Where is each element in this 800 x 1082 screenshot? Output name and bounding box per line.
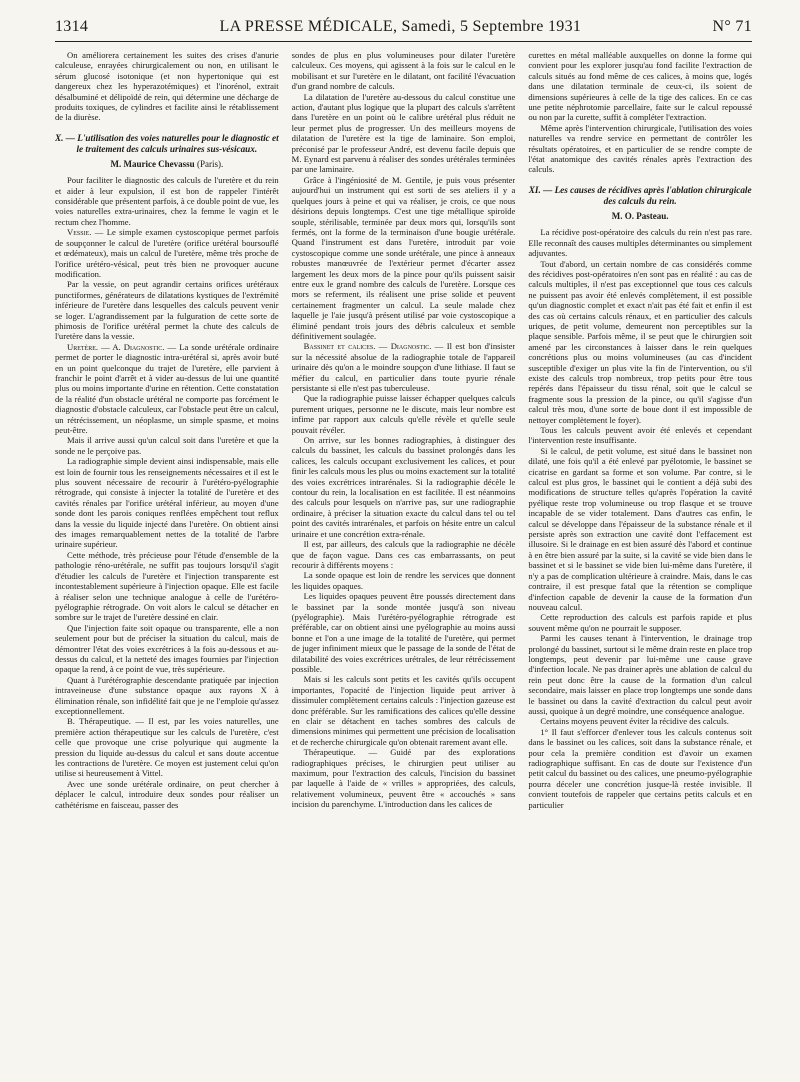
paragraph: Grâce à l'ingéniosité de M. Gentile, je puis vous présenter aujourd'hui un instrument qui est sorti de ses ateliers il y a quelques jours à peine et qui va réaliser, je crois, ce que nous désirions depuis longtemps. C'est une tige métallique spiroïde souple, stérilisable, terminée par deux mors qui, lorsqu'ils sont fermés, ont la forme de la terminaison d'une bougie urétérale. Quand l'instrument est dans l'uretère, introduit par voie cystoscopique comme une sonde urétérale, une pince à anneaux robustes manœuvrée de l'extérieur permet d'écarter assez largement les deux mors de la pince pour qu'ils puissent saisir entre eux le grand nombre des calculs de l'uretère. Lorsque ces mors se referment, ils réalisent une prise solide et peuvent certainement fragmenter un calcul. La seule malade chez laquelle je l'aie jusqu'à présent utilisé par voie cystoscopique a éliminé pendant trois jours des débris calculeux et semble définitivement soulagée. <box>291 174 516 341</box>
author-city: (Paris). <box>196 158 224 169</box>
paragraph: Cette méthode, très précieuse pour l'étude d'ensemble de la pathologie réno-urétérale, ne suffit pas toujours lorsqu'il s'agit d'étudier les calculs de l'uretère et l'injection transparente est incontestablement supérieure à l'injection opaque. Elle est facile à réaliser selon une technique analogue à celle de l'urétéro-pyélographie rétrograde. On voit alors le calcul se détacher en sombre sur le trajet de l'uretère dessiné en clair. <box>55 549 279 623</box>
paragraph: Cette reproduction des calculs est parfois rapide et plus souvent même qu'on ne pourrait le supposer. <box>528 612 753 633</box>
paragraph: curettes en métal malléable auxquelles on donne la forme qui convient pour les explorer jusqu'au fond facilite l'extraction de calculs situés au fond même de ces calices, à moins que, logés dans une dilatation terminale de ceux-ci, ils soient de dimensions supérieures à celle de la tige des calices. En ce cas une petite néphrotomie parcellaire, faite sur le calcul repoussé ou non par la curette, suffit à compléter l'extraction. <box>528 50 753 123</box>
paragraph: B. Thérapeutique. — Il est, par les voies naturelles, une première action thérapeutique sur les calculs de l'uretère, c'est celle que provoque une crise polyurique qui augmente la pression du liquide au-dessus du calcul et sans doute accentue les contractions de l'uretère. Ce moyen est justement celui qu'on utilise si heureusement à Vittel. <box>55 716 279 779</box>
paragraph: 1° Il faut s'efforcer d'enlever tous les calculs contenus soit dans le bassinet ou les calices, soit dans la substance rénale, et pour cela la première condition est d'avoir un examen radiographique suffisant. En cas de doute sur l'existence d'un petit calcul du bassinet ou des calices, une pneumo-pyélographie pourra déceler une concrétion jusque-là restée invisible. Il convient toutefois de rappeler que certains petits calculs et en particulier <box>528 726 753 810</box>
paragraph: Certains moyens peuvent éviter la récidive des calculs. <box>540 716 729 727</box>
paragraph: On améliorera certainement les suites des crises d'anurie calculeuse, enrayées chirurgicalement ou non, en utilisant le sérum glucosé isotonique (et non hypertonique qui est dangereux chez les hyperazotémiques) et l'inorénol, extrait désalbuminé et délipoïdé de rein, qui détermine une décharge de produits toxiques, de cylindres et facilite ainsi le rétablissement de la diurèse. <box>55 50 279 123</box>
paragraph: Les liquides opaques peuvent être poussés directement dans le bassinet par la sonde montée jusqu'à son niveau (pyélographie). Mais l'urétéro-pyélographie rétrograde est préférable, car on obtient ainsi une pyélographie au moins aussi bonne et l'on a une image de la totalité de l'uretère, qui permet de juger infiniment mieux que le passage de la sonde de l'état de dilatabilité des voies excrétrices urétrales, de leur rétrécissement possible. <box>291 591 516 674</box>
paragraph-lead: Vessie. <box>67 227 92 238</box>
paragraph: sondes de plus en plus volumineuses pour dilater l'uretère calculeux. Ces moyens, qui agissent à la fois sur le calcul en le mobilisant et sur l'uretère en le dilatant, ont facilité l'évacuation d'un grand nombre de calculs. <box>291 50 516 92</box>
paragraph: Uretère. — A. Diagnostic. — La sonde urétérale ordinaire permet de porter le diagnostic intra-urétéral si, après avoir buté en un point quelconque du trajet de l'uretère, elle parvient à franchir le point d'arrêt et à vider au-dessus de lui une quantité plus ou moins importante d'urine en rétention. Cette constatation de la réalité d'un obstacle urétéral ne comporte pas forcément le diagnostic d'obstacle calculeux, car l'obstacle peut être un calcul, un rétrécissement, un néoplasme, un simple spasme, et moins peut-être. <box>55 341 279 435</box>
paragraph: Mais il arrive aussi qu'un calcul soit dans l'uretère et que la sonde ne le perçoive pas. <box>55 435 279 456</box>
paragraph: Que la radiographie puisse laisser échapper quelques calculs purement uriques, personne ne le discute, mais leur nombre est infime par rapport aux calculs qu'elle révèle et qu'elle seule pouvait révéler. <box>291 393 516 435</box>
page-header <box>55 18 752 40</box>
column-3 <box>528 50 752 1075</box>
paragraph: Avec une sonde urétérale ordinaire, on peut chercher à déplacer le calcul, introduire deux sondes pour réaliser un cathétérisme en faisceau, passer des <box>55 778 279 810</box>
paragraph: Tous les calculs peuvent avoir été enlevés et cependant l'intervention reste insuffisante. <box>528 425 753 446</box>
paragraph: Que l'injection faite soit opaque ou transparente, elle a non seulement pour but de préciser la situation du calcul, mais de démontrer l'état des voies excrétrices à la fois au-dessous et au-dessus du calcul, et la netteté des images fournies par l'injection opaque la rend, à ce point de vue, très supérieure. <box>55 622 279 675</box>
paragraph: On arrive, sur les bonnes radiographies, à distinguer des calculs du bassinet, les calculs du bassinet prolongés dans les calices, les calculs occupant exclusivement les calices, et pour finir les calculs mous les plus ou moins exactement sur la totalité des voies excrétrices intrarénales. Si la radiographie décèle le contour du rein, la localisation en est facilitée. Il est néanmoins des calculs pour lesquels on n'arrive pas, sur une radiographie ordinaire, à préciser la situation exacte du calcul dans tel ou tel point des cavités intrarénales, et parfois on hésite entre un calcul urinaire et une concrétion extra-rénale. <box>291 435 516 539</box>
paragraph: Tout d'abord, un certain nombre de cas considérés comme des récidives post-opératoires n'en sont pas en réalité : au cas de calculs multiples, il n'est pas exceptionnel que tous ces calculs ne puissent pas avoir été enlevés complètement, il est possible qu'un diagnostic complet et exact n'ait pas été fait et enfin il est des cas où certains calculs rénaux, et en particulier des calculs uriques, de petit volume, demeurent non perceptibles sur la plaque sensible. Parfois même, il se peut que le chirurgien soit amené par les circonstances à laisser dans le rein quelques concrétions plus ou moins volumineuses (au cas d'incident susceptible d'exiger un plus vite la fin de l'intervention, ou s'il existe des calculs trop nombreux, trop petits pour être tous repérés dans l'épaisseur du tissu rénal, soit que le calcul se fragmente sous la pression de la pince, ou qu'il s'agisse d'un calcul très mou, d'une sorte de boue dont il est impossible de nettoyer complètement le foyer). <box>528 258 753 425</box>
paragraph: Parmi les causes tenant à l'intervention, le drainage trop prolongé du bassinet, surtout si le même drain reste en place trop longtemps, peut devenir par lui-même une cause grave d'infection locale. Ne pas drainer après une ablation de calcul du rein peut donc être la cause de la formation d'un calcul secondaire, mais laisser en place trop longtemps une sonde dans le bassinet ou dans la cavité d'extraction du calcul peut avoir aussi, quoique à un degré moindre, une conséquence analogue. <box>528 633 753 716</box>
section-title: X. — L'utilisation des voies naturelles pour le diagnostic et le traitement des calculs urinaires sus-vésicaux. <box>55 132 279 154</box>
section-title: XI. — Les causes de récidives après l'ablation chirurgicale des calculs du rein. <box>528 184 752 206</box>
page-number: 1314 <box>55 18 89 35</box>
paragraph: La récidive post-opératoire des calculs du rein n'est pas rare. Elle reconnaît des causes multiples déterminantes ou simplement adjuvantes. <box>528 227 753 259</box>
paragraph: Vessie. — Le simple examen cystoscopique permet parfois de soupçonner le calcul de l'uretère (orifice urétéral boursouflé et œdémateux), mais un calcul de l'uretère, même très proche de l'orifice urétéro-vésical, peut très bien ne provoquer aucune modification. <box>55 227 279 279</box>
text-columns <box>55 50 752 1075</box>
paragraph: Même après l'intervention chirurgicale, l'utilisation des voies naturelles va rendre service en permettant de contrôler les résultats opératoires, et en particulier de se rendre compte de l'état anatomique des cavités rénales après l'extraction des calculs. <box>528 122 753 175</box>
journal-title: LA PRESSE MÉDICALE, Samedi, 5 Septembre 1931 <box>219 18 582 35</box>
paragraph-lead: Uretère. — A. Diagnostic. <box>67 341 165 352</box>
paragraph: Par la vessie, on peut agrandir certains orifices urétéraux punctiformes, générateurs de dilatations kystiques de l'extrémité inférieure de l'uretère dans lesquelles des calculs peuvent venir se loger. L'agrandissement par la fulguration de cette sorte de phimosis de l'orifice urétéral permet la chute des calculs de l'uretère dans la vessie. <box>55 279 279 342</box>
paragraph: Mais si les calculs sont petits et les cavités qu'ils occupent importantes, l'opacité de l'injection liquide peut arriver à dissimuler complètement certains calculs : l'injection gazeuse est donc préférable. Sur les ramifications des calices qu'elle dessine en clair se détachent en taches sombres des calculs de dimensions minimes qui permettent une précision de localisation et de recherche chirurgicale qu'on obtenait rarement avant elle. <box>291 674 516 747</box>
header-rule <box>55 41 752 42</box>
author-name: M. O. Pasteau. <box>611 210 669 221</box>
column-2 <box>292 50 516 1075</box>
paragraph: La radiographie simple devient ainsi indispensable, mais elle est loin de fournir tous les renseignements nécessaires et il est le plus souvent nécessaire de recourir à l'urétéro-pyélographie rétrograde, qui consiste à injecter la totalité de l'uretère et des cavités rénales par l'orifice urétéral inférieur, au moyen d'une sonde dont les parois coniques renflées empêchent tout reflux dans la vessie du liquide injecté dans l'uretère. On obtient ainsi des images remarquablement nettes de la totalité de l'arbre urinaire supérieur. <box>55 456 279 550</box>
paragraph: Quant à l'urétérographie descendante pratiquée par injection intraveineuse d'une substance opaque aux rayons X à élimination rénale, son infidélité fait que je ne l'emploie qu'assez exceptionnellement. <box>55 674 279 716</box>
paragraph: Thérapeutique. — Guidé par des explorations radiographiques précises, le chirurgien peut utiliser au maximum, pour l'extraction des calculs, l'incision du bassinet par laquelle à l'aide de « vrilles » appropriées, des calculs, relativement volumineux, peuvent être « accouchés » sans incision du parenchyme. L'introduction dans les calices de <box>291 747 516 810</box>
issue-number: N° 71 <box>712 18 752 35</box>
author <box>55 159 279 169</box>
column-1 <box>55 50 279 1075</box>
paragraph: Bassinet et calices. — Diagnostic. — Il est bon d'insister sur la nécessité absolue de la radiographie totale de l'appareil urinaire dès qu'on a le moindre soupçon d'une lithiase. Il faut se méfier du calcul, en particulier dans toute pyurie rénale persistante si elle n'est pas tuberculeuse. <box>291 341 516 393</box>
paragraph: La sonde opaque est loin de rendre les services que donnent les liquides opaques. <box>291 570 516 591</box>
paragraph: Si le calcul, de petit volume, est situé dans le bassinet non dilaté, une fois qu'il a été enlevé par pyélotomie, le bassinet se cicatrise en gardant sa forme et son volume. Par contre, si le calcul est plus gros, le bassinet qui le contient a déjà subi des modifications de structure telles qu'après l'opération la cavité pyélique reste trop volumineuse ou trop flasque et se trouve incapable de se vider totalement. Dans d'autres cas enfin, le calcul se développe dans l'épaisseur de la substance rénale et il persiste après son extraction une cavité dont l'effacement est illusoire. Si le drainage en est bien assuré dès l'abord et continue à en être bien assuré par la suite, si la cavité se vide bien dans le bassinet et si le bassinet se vide bien lui-même dans l'uretère, il n'y a pas de complication ultérieure à craindre. Mais, dans le cas contraire, il est presque fatal que la rétention se complique d'infection capable de devenir la cause de la formation d'un nouveau calcul. <box>528 445 753 612</box>
paragraph: La dilatation de l'uretère au-dessous du calcul constitue une action, d'autant plus logique que la plupart des calculs s'arrêtent dans l'uretère en un point où le calibre urétéral plus réduit ne leur permet plus de progresser. Un des meilleurs moyens de dilatation de l'uretère est la tige de laminaire. Son emploi, préconisé par le professeur André, est devenu facile depuis que M. Eynard est parvenu à réaliser des sondes urétérales terminées par une laminaire. <box>291 91 516 175</box>
paragraph: Pour faciliter le diagnostic des calculs de l'uretère et du rein et aider à leur expulsion, il est bon de rappeler l'intérêt considérable que présentent parfois, à ce double point de vue, les voies naturelles extra-urinaires, chez la femme le vagin et le rectum chez l'homme. <box>55 175 279 227</box>
paragraph-lead: Bassinet et calices. — Diagnostic. <box>303 341 432 352</box>
paragraph: Il est, par ailleurs, des calculs que la radiographie ne décèle que de façon vague. Dans ces cas embarrassants, on peut recourir à différents moyens : <box>291 539 516 570</box>
author-name: M. Maurice Chevassu <box>110 158 195 169</box>
